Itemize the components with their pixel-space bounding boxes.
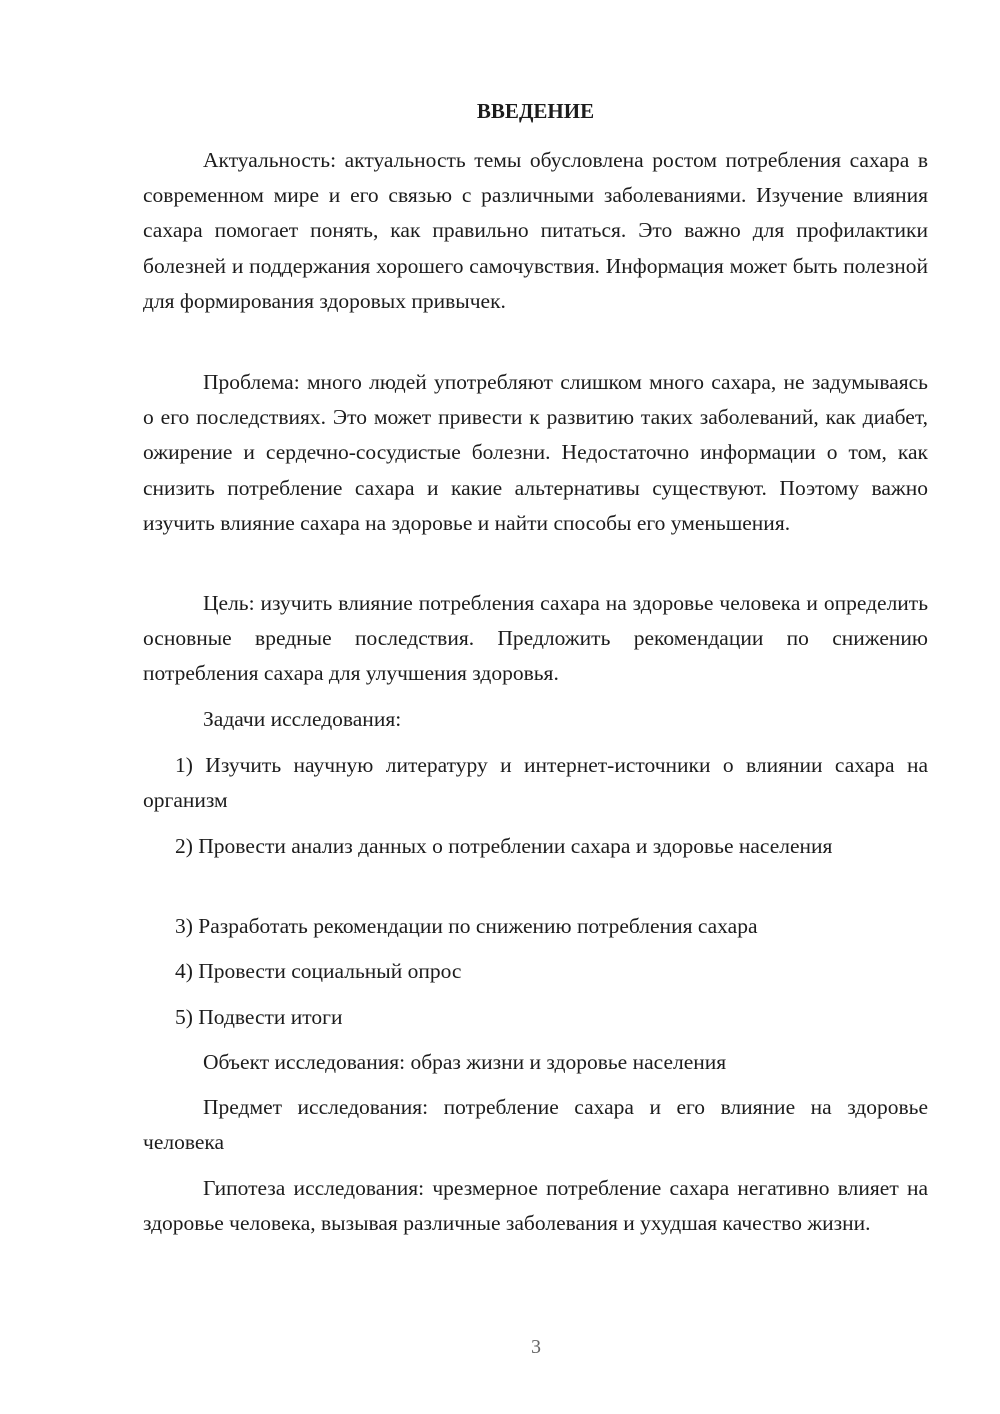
task-item-4: 4) Провести социальный опрос [175,959,462,983]
paragraph-hypothesis: Гипотеза исследования: чрезмерное потребление сахара негативно влияет на здоровье человека, вызывая различные заболевания и ухудшая качество жизни. [143,1176,928,1236]
page-number: 3 [531,1336,541,1358]
task-item-1: 1) Изучить научную литературу и интернет-источники о влиянии сахара на организм [143,753,928,813]
task-item-2: 2) Провести анализ данных о потреблении сахара и здоровье населения [175,834,833,858]
paragraph-subject: Предмет исследования: потребление сахара и его влияние на здоровье человека [143,1095,928,1155]
tasks-heading: Задачи исследования: [203,707,402,731]
task-item-5: 5) Подвести итоги [175,1005,343,1029]
paragraph-relevance: Актуальность: актуальность темы обусловлена ростом потребления сахара в современном мире и его связью с различными заболеваниями. Изучение влияния сахара помогает понять, как правильно питаться. Это важно для профилактики болезней и поддержания хорошего самочувствия. Информация может быть полезной для формирования здоровых привычек. [143,148,928,313]
page-title: ВВЕДЕНИЕ [476,99,595,123]
paragraph-goal: Цель: изучить влияние потребления сахара на здоровье человека и определить основные вредные последствия. Предложить рекомендации по снижению потребления сахара для улучшения здоровья. [143,591,928,686]
task-item-3: 3) Разработать рекомендации по снижению потребления сахара [175,914,758,938]
paragraph-object: Объект исследования: образ жизни и здоровье населения [203,1050,727,1074]
paragraph-problem: Проблема: много людей употребляют слишком много сахара, не задумываясь о его последствиях. Это может привести к развитию таких заболеваний, как диабет, ожирение и сердечно-сосудистые болезни. Недостаточно информации о том, как снизить потребление сахара и какие альтернативы существуют. Поэтому важно изучить влияние сахара на здоровье и найти способы его уменьшения. [143,370,928,535]
